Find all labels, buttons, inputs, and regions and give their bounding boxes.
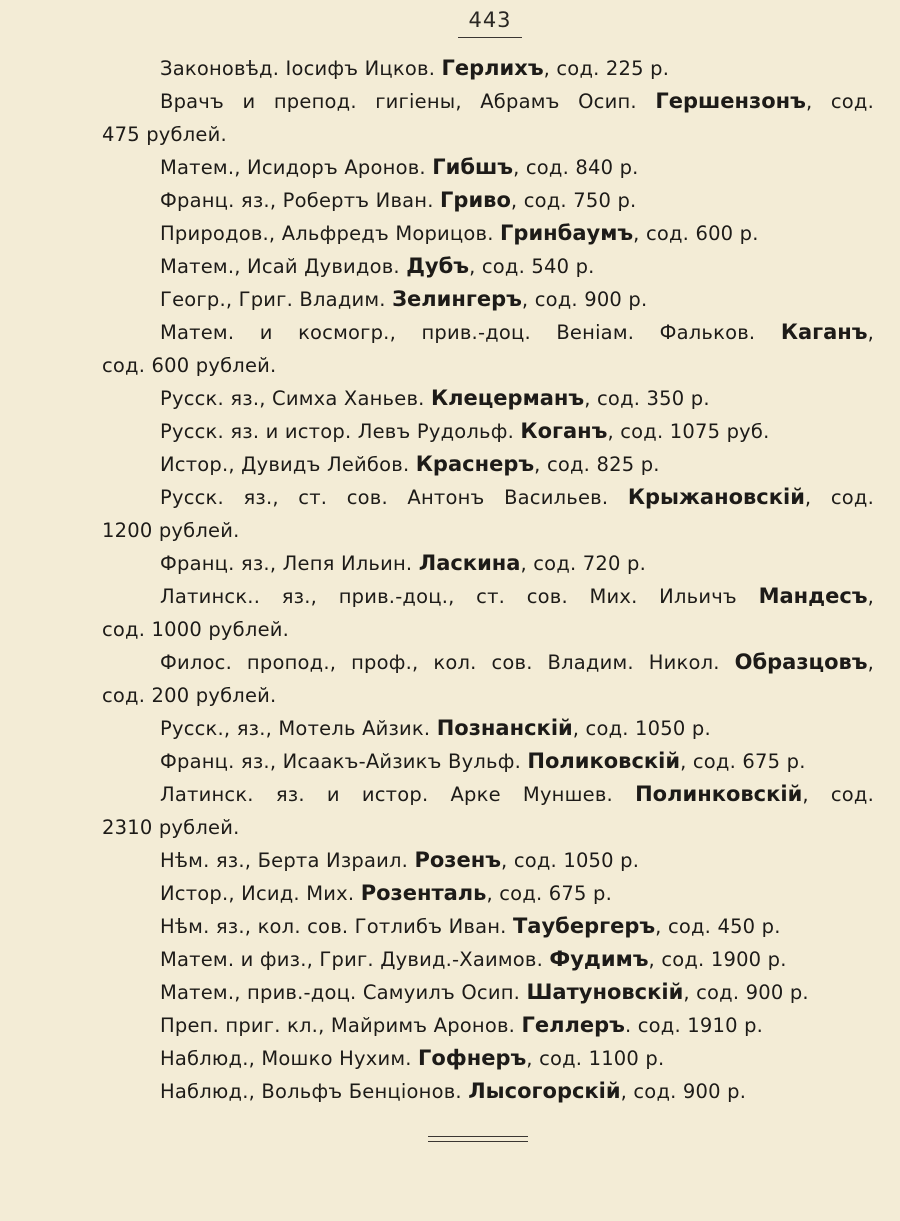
entry-text — [102, 778, 874, 844]
entry-line — [102, 85, 874, 118]
entry-description: Франц. яз., Робертъ Иван. — [160, 189, 434, 212]
entry-surname: Полинковскій — [635, 782, 803, 806]
entry-surname: Клецерманъ — [430, 386, 585, 410]
entry-text — [102, 250, 874, 283]
entry-continuation: 475 рублей. — [102, 123, 227, 146]
entry-text — [102, 382, 874, 415]
entry-description: Филос. пропод., проф., кол. сов. Владим. Никол. — [160, 651, 720, 674]
entry-surname: Каганъ — [780, 320, 868, 344]
list-item — [102, 1009, 874, 1042]
entry-salary: , сод. 1100 р. — [526, 1047, 665, 1070]
entry-surname: Познанскій — [436, 716, 573, 740]
page-number: 443 — [468, 8, 512, 32]
entry-salary: , сод. — [804, 486, 875, 509]
entry-text — [102, 712, 874, 745]
entry-salary: , сод. 1050 р. — [501, 849, 640, 872]
entry-text — [102, 976, 874, 1009]
entry-text — [102, 646, 874, 712]
entry-description: Русск. яз., Симха Ханьев. — [160, 387, 425, 410]
entry-salary: , сод. 675 р. — [680, 750, 806, 773]
entry-description: Преп. приг. кл., Майримъ Аронов. — [160, 1014, 516, 1037]
entry-line — [102, 481, 874, 514]
entry-surname: Гринбаумъ — [500, 221, 634, 245]
entry-text — [102, 745, 874, 778]
entry-line — [160, 387, 710, 410]
entry-surname: Мандесъ — [758, 584, 868, 608]
entry-salary: , сод. 900 р. — [620, 1080, 747, 1103]
list-item — [102, 1075, 874, 1108]
entry-line — [160, 915, 781, 938]
list-item — [102, 481, 874, 547]
list-item — [102, 250, 874, 283]
entry-continuation: 1200 рублей. — [102, 519, 240, 542]
entry-line — [160, 57, 669, 80]
entry-list — [102, 52, 874, 1108]
entry-line — [160, 453, 660, 476]
list-item — [102, 976, 874, 1009]
entry-description: Матем. и физ., Григ. Дувид.-Хаимов. — [160, 948, 543, 971]
entry-line — [160, 156, 639, 179]
entry-surname: Зелингеръ — [392, 287, 522, 311]
entry-line — [160, 750, 806, 773]
entry-description: Законовѣд. Іосифъ Ицков. — [160, 57, 436, 80]
entry-text — [102, 877, 874, 910]
list-item — [102, 85, 874, 151]
list-item — [102, 580, 874, 646]
entry-text — [102, 448, 874, 481]
entry-line — [160, 717, 711, 740]
list-item — [102, 1042, 874, 1075]
entry-description: Матем., прив.-доц. Самуилъ Осип. — [160, 981, 521, 1004]
entry-line — [160, 981, 809, 1004]
entry-salary: , сод. 840 р. — [513, 156, 639, 179]
list-item — [102, 382, 874, 415]
entry-surname: Гриво — [440, 188, 511, 212]
entry-surname: Коганъ — [520, 419, 608, 443]
list-item — [102, 151, 874, 184]
entry-continuation: сод. 200 рублей. — [102, 684, 277, 707]
entry-surname: Крыжановскій — [627, 485, 805, 509]
entry-salary: , сод. 225 р. — [543, 57, 670, 80]
list-item — [102, 448, 874, 481]
entry-surname: Дубъ — [406, 254, 470, 278]
entry-description: Франц. яз., Исаакъ-Айзикъ Вульф. — [160, 750, 521, 773]
entry-surname: Поликовскій — [527, 749, 681, 773]
entry-text — [102, 184, 874, 217]
entry-line — [160, 255, 595, 278]
entry-text — [102, 85, 874, 151]
entry-salary: , сод. 450 р. — [655, 915, 781, 938]
entry-description: Нѣм. яз., Берта Израил. — [160, 849, 409, 872]
list-item — [102, 646, 874, 712]
entry-surname: Краснеръ — [415, 452, 535, 476]
entry-salary: , сод. 1900 р. — [648, 948, 787, 971]
list-item — [102, 877, 874, 910]
entry-salary: , сод. 750 р. — [510, 189, 637, 212]
entry-salary: , — [867, 651, 874, 674]
entry-surname: Шатуновскій — [526, 980, 684, 1004]
entry-salary: , сод. — [802, 783, 874, 806]
entry-text — [102, 217, 874, 250]
entry-description: Матем., Исай Дувидов. — [160, 255, 400, 278]
entry-line — [102, 316, 874, 349]
entry-salary: , сод. 720 р. — [520, 552, 646, 575]
entry-continuation: сод. 1000 рублей. — [102, 618, 290, 641]
entry-line — [160, 948, 787, 971]
entry-surname: Гершензонъ — [655, 89, 806, 113]
entry-description: Наблюд., Мошко Нухим. — [160, 1047, 412, 1070]
list-item — [102, 283, 874, 316]
list-item — [102, 415, 874, 448]
entry-description: Истор., Исид. Мих. — [160, 882, 355, 905]
entry-salary: , сод. — [805, 90, 874, 113]
entry-line — [160, 1047, 664, 1070]
entry-line — [160, 189, 636, 212]
entry-description: Нѣм. яз., кол. сов. Готлибъ Иван. — [160, 915, 507, 938]
entry-text — [102, 283, 874, 316]
entry-description: Наблюд., Вольфъ Бенціонов. — [160, 1080, 462, 1103]
entry-line — [160, 1080, 746, 1103]
entry-text — [102, 151, 874, 184]
header-rule — [458, 37, 522, 38]
entry-surname: Розенталь — [360, 881, 487, 905]
entry-surname: Герлихъ — [441, 56, 544, 80]
entry-salary: , сод. 600 р. — [633, 222, 759, 245]
entry-text — [102, 580, 874, 646]
entry-salary: , сод. 675 р. — [486, 882, 612, 905]
entry-salary: , сод. 1050 р. — [572, 717, 711, 740]
entry-salary: , сод. 900 р. — [683, 981, 809, 1004]
entry-continuation: сод. 600 рублей. — [102, 354, 277, 377]
entry-description: Русск. яз. и истор. Левъ Рудольф. — [160, 420, 515, 443]
entry-surname: Лысогорскій — [468, 1079, 621, 1103]
entry-text — [102, 481, 874, 547]
list-item — [102, 910, 874, 943]
entry-surname: Фудимъ — [549, 947, 649, 971]
entry-salary: , — [867, 585, 874, 608]
list-item — [102, 316, 874, 382]
entry-surname: Гофнеръ — [418, 1046, 527, 1070]
entry-salary: , сод. 825 р. — [534, 453, 660, 476]
entry-surname: Геллеръ — [521, 1013, 625, 1037]
entry-text — [102, 52, 874, 85]
entry-line — [102, 778, 874, 811]
entry-line — [160, 552, 646, 575]
entry-surname: Ласкина — [418, 551, 521, 575]
entry-description: Истор., Дувидъ Лейбов. — [160, 453, 410, 476]
entry-line — [102, 580, 874, 613]
entry-description: Матем., Исидоръ Аронов. — [160, 156, 426, 179]
entry-description: Геогр., Григ. Владим. — [160, 288, 386, 311]
entry-salary: , сод. 540 р. — [469, 255, 595, 278]
entry-text — [102, 316, 874, 382]
entry-line — [102, 646, 874, 679]
entry-salary: , сод. 1075 руб. — [607, 420, 770, 443]
entry-salary: , сод. 900 р. — [521, 288, 648, 311]
entry-text — [102, 1042, 874, 1075]
entry-description: Франц. яз., Лепя Ильин. — [160, 552, 413, 575]
entry-text — [102, 910, 874, 943]
entry-text — [102, 547, 874, 580]
entry-description: Латинск. яз. и истор. Арке Муншев. — [160, 783, 613, 806]
footer-ornament-rule — [428, 1136, 528, 1142]
list-item — [102, 217, 874, 250]
entry-text — [102, 1009, 874, 1042]
entry-text — [102, 1075, 874, 1108]
entry-surname: Образцовъ — [734, 650, 868, 674]
entry-surname: Таубергеръ — [512, 914, 656, 938]
entry-line — [160, 420, 770, 443]
entry-continuation: 2310 рублей. — [102, 816, 240, 839]
entry-description: Матем. и космогр., прив.-доц. Веніам. Фальков. — [160, 321, 756, 344]
list-item — [102, 745, 874, 778]
entry-line — [160, 882, 612, 905]
list-item — [102, 844, 874, 877]
entry-line — [160, 849, 639, 872]
entry-salary: , сод. 350 р. — [584, 387, 710, 410]
entry-description: Природов., Альфредъ Морицов. — [160, 222, 494, 245]
entry-line — [160, 1014, 763, 1037]
entry-description: Русск. яз., ст. сов. Антонъ Васильев. — [160, 486, 609, 509]
entry-text — [102, 943, 874, 976]
list-item — [102, 547, 874, 580]
list-item — [102, 943, 874, 976]
entry-description: Врачъ и препод. гигіены, Абрамъ Осип. — [160, 90, 637, 113]
list-item — [102, 712, 874, 745]
list-item — [102, 52, 874, 85]
entry-text — [102, 844, 874, 877]
entry-line — [160, 288, 647, 311]
entry-line — [160, 222, 759, 245]
entry-salary: , — [867, 321, 874, 344]
entry-salary: . сод. 1910 р. — [624, 1014, 764, 1037]
entry-surname: Розенъ — [414, 848, 502, 872]
list-item — [102, 778, 874, 844]
entry-description: Латинск.. яз., прив.-доц., ст. сов. Мих. Ильичъ — [160, 585, 737, 608]
entry-surname: Гибшъ — [432, 155, 514, 179]
entry-description: Русск., яз., Мотель Айзик. — [160, 717, 431, 740]
list-item — [102, 184, 874, 217]
entry-text — [102, 415, 874, 448]
